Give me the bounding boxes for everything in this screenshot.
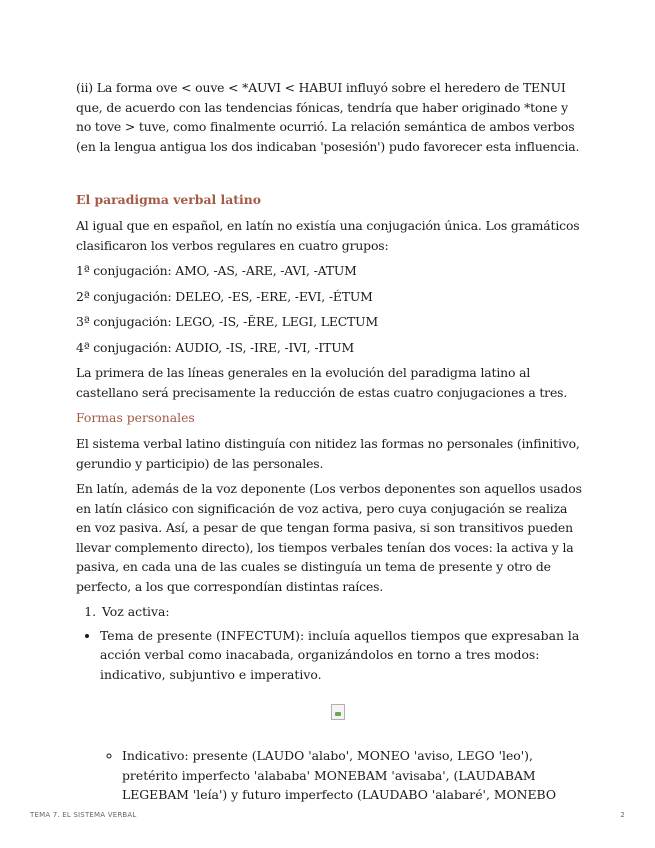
broken-image-icon — [331, 704, 345, 720]
reduction-paragraph: La primera de las líneas generales en la evolución del paradigma latino al castellano será precisamente la reducción de estas cuatro conjugaciones a tres. — [76, 365, 568, 400]
list-item-indicativo: ◦ Indicativo: presente (LAUDO 'alabo', MONEO 'aviso, LEGO 'leo'), pretérito imperfecto 'alababa' MONEBAM 'avisaba', (LAUDABAM LEGEBAM 'leía') y futuro imperfecto (LAUDABO 'alabaré', MONEBO — [122, 746, 582, 805]
formas-paragraph-1: El sistema verbal latino distinguía con nitidez las formas no personales (infinitivo, gerundio y participio) de las personales. — [76, 436, 580, 471]
conjugation-2: 2ª conjugación: DELEO, -ES, -ERE, -EVI, -ÉTUM — [76, 288, 373, 304]
image-container — [76, 684, 582, 746]
page-number: 2 — [620, 811, 625, 819]
section-title: El paradigma verbal latino — [76, 192, 261, 207]
subsection-title: Formas personales — [76, 410, 195, 425]
sub-bullet-list — [76, 746, 582, 805]
page-content — [76, 78, 582, 805]
ordered-list — [76, 602, 582, 622]
page-footer — [30, 811, 625, 819]
footer-title: TEMA 7. EL SISTEMA VERBAL — [30, 811, 137, 819]
conjugation-1: 1ª conjugación: AMO, -AS, -ARE, -AVI, -ATUM — [76, 263, 357, 278]
conjugation-3: 3ª conjugación: LEGO, -IS, -ĔRE, LEGI, LECTUM — [76, 314, 378, 329]
section-intro: Al igual que en español, en latín no existía una conjugación única. Los gramáticos clasificaron los verbos regulares en cuatro grupos: — [76, 218, 580, 253]
conjugation-4: 4ª conjugación: AUDIO, -IS, -IRE, -IVI, -ITUM — [76, 339, 355, 355]
bullet-list — [76, 626, 582, 685]
formas-paragraph-2: En latín, además de la voz deponente (Los verbos deponentes son aquellos usados en latín clásico con significación de voz activa, pero cuya conjugación se realiza en voz pasiva. Así, a pesar de que tengan forma pasiva, si son transitivos pueden llevar complemento directo), los tiempos verbales tenían dos voces: la activa y la pasiva, en cada una de las cuales se distinguía un tema de presente y otro de perfecto, a los que correspondían distintas raíces. — [76, 481, 582, 594]
list-item-tema-presente: • Tema de presente (INFECTUM): incluía aquellos tiempos que expresaban la acción verbal como inacabada, organizándolos en torno a tres modos: indicativo, subjuntivo e imperativo. — [100, 626, 582, 685]
list-item-voz-activa: 1. Voz activa: — [100, 602, 582, 622]
intro-paragraph: (ii) La forma ove < ouve < *AUVI < HABUI influyó sobre el heredero de TENUI que, de acuerdo con las tendencias fónicas, tendría que haber originado *tone y no tove > tuve, como finalmente ocurrió. La relación semántica de ambos verbos (en la lengua antigua los dos indicaban 'posesión') pudo favorecer esta influencia. — [76, 80, 580, 154]
